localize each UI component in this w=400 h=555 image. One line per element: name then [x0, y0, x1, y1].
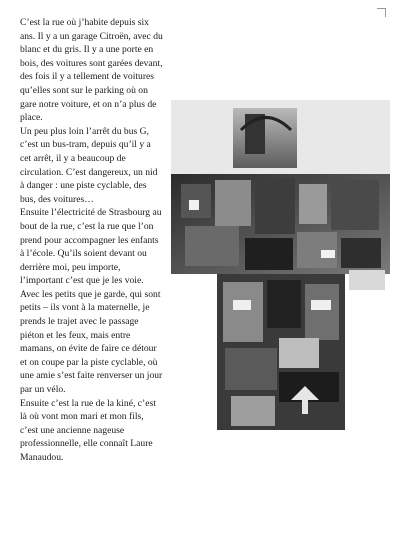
paragraph-2: Un peu plus loin l’arrêt du bus G, c’est un bus-tram, depuis qu’il y a cet arrêt, il y a beaucoup de circulation. C’est dangereux, un nid à danger : une piste cyclable, des bus, des voitures… — [20, 125, 158, 205]
text-column — [20, 16, 163, 465]
paragraph-3: Ensuite l’électricité de Strasbourg au bout de la rue, c’est la rue que l’on prend pour accompagner les enfants à l’école. Qu’ils soient devant ou derrière moi, peu importe, l’important c’est que je les voie. — [20, 207, 162, 287]
paragraph-4: Avec les petits que je garde, qui sont petits – ils vont à la maternelle, je prends le trajet avec le passage piéton et les feux, mais entre mamans, on évite de faire ce détour et on coupe par la piste cyclable, où une amie s’est faite renverser un jour par un vélo. — [20, 288, 163, 396]
paragraph-5: Ensuite c’est la rue de la kiné, c’est là où vont mon mari et mon fils, c’est une ancienne nageuse professionnelle, elle connaît Laure Manaudou. — [20, 397, 156, 463]
photo-collage — [171, 100, 390, 434]
paragraph-1: C’est la rue où j’habite depuis six ans. Il y a un garage Citroën, avec du blanc et du gris. Il y a une porte en bois, des voitures sont garées devant, des fois il y a tellement de voitures qu’elles sont sur le parking où on gare notre voiture, et on n’a plus de place. — [20, 17, 163, 124]
crop-mark — [377, 8, 386, 17]
collage-image — [171, 100, 390, 434]
